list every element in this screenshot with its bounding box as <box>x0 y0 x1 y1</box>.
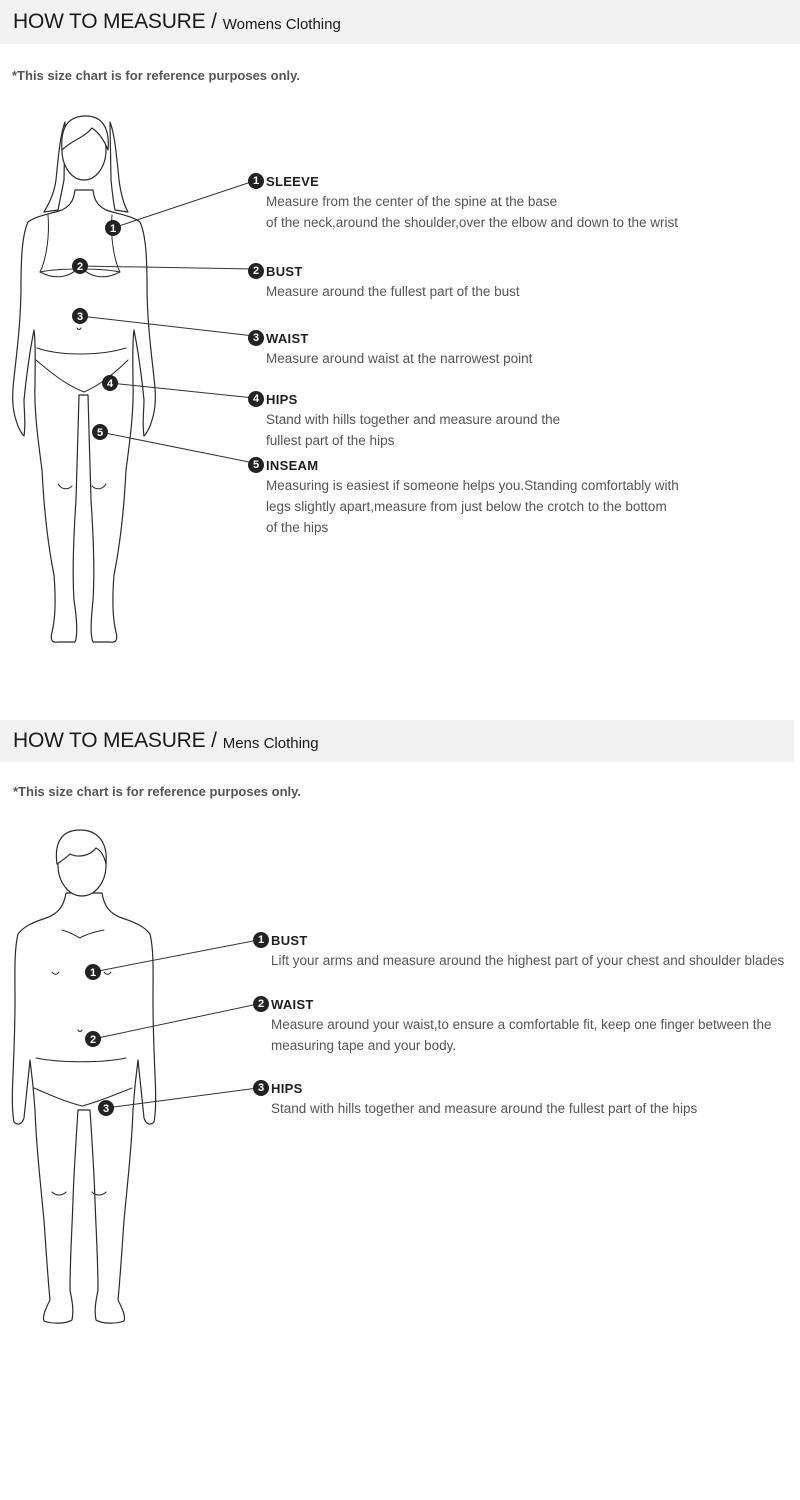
men-item-hips <box>257 1079 698 1119</box>
women-item-badge-4: 4 <box>248 391 264 407</box>
desc-line: Measure around your waist,to ensure a comfortable fit, keep one finger between the <box>271 1017 772 1032</box>
men-header-subtitle: Mens Clothing <box>222 734 319 752</box>
desc-line: fullest part of the hips <box>266 433 395 448</box>
men-figure-badge-1 <box>85 964 101 980</box>
men-item-label: BUST <box>271 932 308 948</box>
men-item-badge-3: 3 <box>253 1080 269 1096</box>
men-item-desc <box>271 950 784 971</box>
desc-line: legs slightly apart,measure from just below the crotch to the bottom <box>266 499 667 514</box>
desc-line: Stand with hills together and measure around the fullest part of the hips <box>271 1101 698 1116</box>
women-item-label: SLEEVE <box>266 173 320 189</box>
man-body-outline <box>12 830 155 1323</box>
svg-text:3: 3 <box>102 1103 110 1115</box>
women-item-badge-5: 5 <box>248 457 264 473</box>
women-item-label: INSEAM <box>266 457 319 473</box>
desc-line: Measure from the center of the spine at the base <box>266 194 558 209</box>
men-item-label: WAIST <box>271 996 314 1012</box>
men-item-bust <box>257 931 785 971</box>
women-item-badge-1: 1 <box>248 173 264 189</box>
desc-line: measuring tape and your body. <box>271 1038 457 1053</box>
men-item-desc <box>271 1098 697 1119</box>
men-disclaimer: *This size chart is for reference purposes only. <box>13 784 302 799</box>
men-item-waist <box>257 995 772 1056</box>
desc-line: Stand with hills together and measure around the <box>266 412 561 427</box>
desc-line: of the hips <box>266 520 329 535</box>
desc-line: of the neck,around the shoulder,over the elbow and down to the wrist <box>266 215 679 230</box>
women-header-subtitle: Womens Clothing <box>222 15 341 33</box>
svg-text:2: 2 <box>76 261 84 273</box>
svg-text:2: 2 <box>89 1034 97 1046</box>
women-item-label: BUST <box>266 263 303 279</box>
men-item-label: HIPS <box>271 1080 303 1096</box>
svg-text:3: 3 <box>76 311 84 323</box>
svg-text:5: 5 <box>96 427 104 439</box>
women-item-badge-3: 3 <box>248 330 264 346</box>
women-item-label: HIPS <box>266 391 298 407</box>
desc-line: Lift your arms and measure around the highest part of your chest and shoulder blades <box>271 953 785 968</box>
men-header-title: HOW TO MEASURE / <box>13 729 217 752</box>
women-item-label: WAIST <box>266 330 309 346</box>
men-item-badge-1: 1 <box>253 932 269 948</box>
svg-text:1: 1 <box>109 223 117 235</box>
men-item-badge-2: 2 <box>253 996 269 1012</box>
svg-text:1: 1 <box>89 967 97 979</box>
men-figure-badge-3 <box>98 1100 114 1116</box>
desc-line: Measure around the fullest part of the bust <box>266 284 520 299</box>
women-header-title: HOW TO MEASURE / <box>13 10 217 33</box>
svg-text:4: 4 <box>106 378 114 390</box>
desc-line: Measure around waist at the narrowest point <box>266 351 533 366</box>
men-item-desc <box>271 1014 772 1056</box>
men-figure-badge-2 <box>85 1031 101 1047</box>
women-disclaimer: *This size chart is for reference purposes only. <box>12 68 301 83</box>
desc-line: Measuring is easiest if someone helps you.Standing comfortably with <box>266 478 679 493</box>
women-item-badge-2: 2 <box>248 263 264 279</box>
